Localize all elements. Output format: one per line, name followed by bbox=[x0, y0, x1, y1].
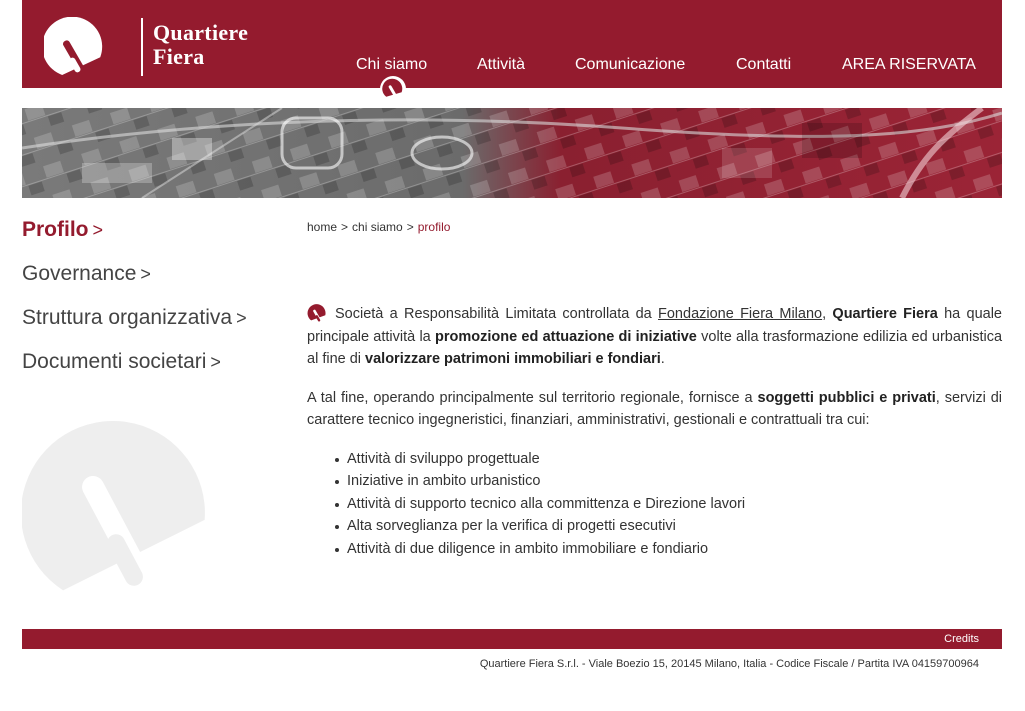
text: Società a Responsabilità Limitata controllata da bbox=[335, 306, 652, 322]
bold-text: valorizzare patrimoni immobiliari e fondiari bbox=[365, 351, 661, 367]
breadcrumb-separator: > bbox=[341, 220, 349, 234]
nav-item-area-riservata[interactable]: AREA RISERVATA bbox=[842, 56, 976, 73]
bold-text: soggetti pubblici e privati bbox=[757, 389, 936, 406]
nav-item-contatti[interactable]: Contatti bbox=[736, 56, 792, 73]
text: , bbox=[822, 306, 827, 322]
chevron-right-icon: > bbox=[92, 220, 104, 240]
watermark bbox=[22, 412, 212, 592]
footer-bar bbox=[22, 629, 1002, 649]
breadcrumb bbox=[307, 220, 450, 234]
sidebar-item-documenti-societari[interactable] bbox=[22, 350, 292, 374]
header bbox=[22, 0, 1002, 88]
services-list bbox=[333, 448, 1002, 561]
sidebar-item-governance[interactable] bbox=[22, 262, 292, 286]
list-item: Alta sorveglianza per la verifica di progetti esecutivi bbox=[333, 515, 1002, 538]
nav-item-attivita[interactable]: Attività bbox=[477, 56, 526, 73]
services-paragraph bbox=[307, 387, 1002, 432]
sidebar-item-label: Struttura organizzativa bbox=[22, 306, 233, 329]
list-item: Attività di sviluppo progettuale bbox=[333, 448, 1002, 471]
chevron-right-icon: > bbox=[210, 352, 221, 372]
breadcrumb-current: profilo bbox=[417, 220, 451, 234]
footer-address: Quartiere Fiera S.r.l. - Viale Boezio 15, 20145 Milano, Italia - Codice Fiscale / Partita IVA 04159700964 bbox=[479, 658, 979, 670]
bold-text: promozione ed attuazione di iniziative bbox=[435, 328, 697, 345]
text: volte alla trasformazione edilizia ed urbanistica al fine di bbox=[307, 328, 1003, 367]
sidebar-item-struttura-organizzativa[interactable] bbox=[22, 306, 292, 330]
breadcrumb-separator: > bbox=[406, 220, 414, 234]
sidebar-item-label: Governance bbox=[22, 262, 137, 285]
fan-watermark-icon bbox=[22, 412, 212, 592]
credits-link[interactable]: Credits bbox=[944, 633, 979, 645]
text: . bbox=[660, 351, 665, 367]
fan-bullet-icon bbox=[307, 303, 327, 323]
intro-paragraph bbox=[307, 303, 1002, 371]
sidebar-item-label: Profilo bbox=[22, 218, 89, 241]
logo-line-1: Quartiere bbox=[153, 20, 249, 45]
main-content bbox=[307, 303, 1002, 560]
breadcrumb-home[interactable]: home bbox=[307, 220, 338, 234]
list-item: Iniziative in ambito urbanistico bbox=[333, 470, 1002, 493]
chevron-right-icon: > bbox=[236, 308, 247, 328]
aerial-banner bbox=[22, 108, 1002, 198]
list-item: Attività di due diligence in ambito immobiliare e fondiario bbox=[333, 538, 1002, 561]
fan-marker-icon bbox=[380, 76, 406, 102]
chevron-right-icon: > bbox=[140, 264, 151, 284]
fondazione-fiera-milano-link[interactable]: Fondazione Fiera Milano bbox=[658, 306, 823, 322]
text: ha quale principale attività la bbox=[307, 306, 1002, 345]
list-item: Attività di supporto tecnico alla committenza e Direzione lavori bbox=[333, 493, 1002, 516]
nav-item-comunicazione[interactable]: Comunicazione bbox=[575, 56, 686, 73]
nav-active-marker bbox=[380, 76, 406, 102]
logo-line-2: Fiera bbox=[153, 44, 205, 69]
nav-item-chi-siamo[interactable]: Chi siamo bbox=[356, 56, 428, 73]
sidebar-item-profilo[interactable] bbox=[22, 218, 292, 242]
bold-text: Quartiere Fiera bbox=[832, 306, 938, 322]
sidebar-nav bbox=[22, 218, 292, 394]
breadcrumb-chi-siamo[interactable]: chi siamo bbox=[352, 220, 403, 234]
text: A tal fine, operando principalmente sul territorio regionale, fornisce a bbox=[307, 389, 753, 406]
aerial-photo-image bbox=[22, 108, 1002, 198]
sidebar-item-label: Documenti societari bbox=[22, 350, 207, 373]
text: , servizi di carattere tecnico ingegneristici, finanziari, amministrativi, gestionali e contrattuali tra cui: bbox=[307, 389, 1002, 428]
main-nav bbox=[22, 56, 1002, 76]
